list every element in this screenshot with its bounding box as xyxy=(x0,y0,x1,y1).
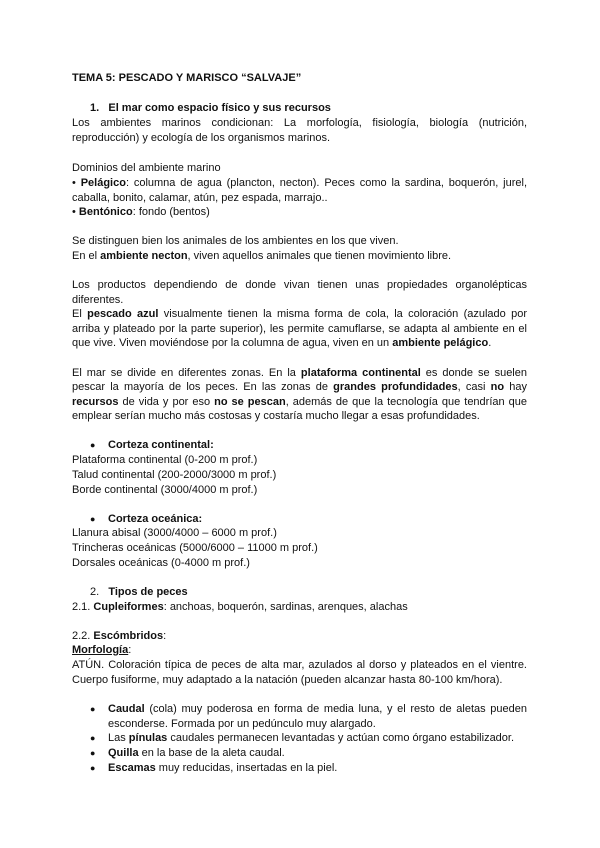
document-title: TEMA 5: PESCADO Y MARISCO “SALVAJE” xyxy=(72,72,302,84)
list-item: Borde continental (3000/4000 m prof.) xyxy=(72,484,258,496)
section-2-heading: 2. Tipos de peces xyxy=(90,586,188,598)
dominios-title: Dominios del ambiente marino xyxy=(72,162,221,174)
pelagico-line-2: caballa, bonito, calamar, atún, pez espada, marrajo.. xyxy=(72,192,328,204)
pelagico-line: • Pelágico: columna de agua (plancton, necton). Peces como la sardina, boquerón, jurel, xyxy=(72,177,528,189)
bullet-icon: ● xyxy=(90,733,96,743)
list-item: Plataforma continental (0-200 m prof.) xyxy=(72,454,258,466)
paragraph-line: Los ambientes marinos condicionan: La morfología, fisiología, biología (nutrición, xyxy=(72,117,527,129)
list-item: Talud continental (200-2000/3000 m prof.) xyxy=(72,469,277,481)
paragraph-line: arriba y plateado por la parte superior), les permite camuflarse, se adapta al ambiente en el xyxy=(72,323,527,335)
list-item: Llanura abisal (3000/4000 – 6000 m prof.) xyxy=(72,527,277,539)
bullet-icon: ● xyxy=(90,704,96,714)
paragraph-line: En el ambiente necton, viven aquellos animales que tienen movimiento libre. xyxy=(72,250,452,262)
list-item-continuation: esconderse. Formada por un pedúnculo muy alargado. xyxy=(108,718,376,730)
corteza-continental-title: Corteza continental: xyxy=(108,439,214,451)
list-item: Trincheras oceánicas (5000/6000 – 11000 m prof.) xyxy=(72,542,318,554)
bullet-icon: ● xyxy=(90,763,96,773)
paragraph-line: emplear serían mucho más costosas y costaría mucho llegar a esas profundidades. xyxy=(72,410,480,422)
list-item: Escamas muy reducidas, insertadas en la piel. xyxy=(108,762,338,774)
paragraph-line: Los productos dependiendo de donde vivan tienen unas propiedades organolépticas xyxy=(72,279,527,291)
subsection-2-2: 2.2. Escómbridos: xyxy=(72,630,167,642)
paragraph-line: recursos de vida y por eso no se pescan, además de que la tecnología que tendrían que xyxy=(72,396,527,408)
paragraph-line: diferentes. xyxy=(72,294,124,306)
list-item: Dorsales oceánicas (0-4000 m prof.) xyxy=(72,557,250,569)
list-item: Las pínulas caudales permanecen levantadas y actúan como órgano estabilizador. xyxy=(108,732,515,744)
bentonico-line: • Bentónico: fondo (bentos) xyxy=(72,206,210,218)
bullet-icon: ● xyxy=(90,514,96,524)
paragraph-line: que vive. Viven moviéndose por la columna de agua, viven en un ambiente pelágico. xyxy=(72,337,492,349)
paragraph-line: El mar se divide en diferentes zonas. En la plataforma continental es donde se suelen xyxy=(72,367,527,379)
bullet-icon: ● xyxy=(90,748,96,758)
morfologia-heading: Morfología: xyxy=(72,644,132,656)
bullet-icon: ● xyxy=(90,440,96,450)
paragraph-line: El pescado azul visualmente tienen la misma forma de cola, la coloración (azulado por xyxy=(72,308,527,320)
list-item: Caudal (cola) muy poderosa en forma de media luna, y el resto de aletas pueden xyxy=(108,703,527,715)
paragraph-line: pescar la mayoría de los peces. En las zonas de grandes profundidades, casi no hay xyxy=(72,381,527,393)
corteza-oceanica-title: Corteza oceánica: xyxy=(108,513,203,525)
paragraph-line: ATÚN. Coloración típica de peces de alta mar, azulados al dorso y plateados en el vientre. xyxy=(72,659,527,671)
section-1-heading: 1. El mar como espacio físico y sus recursos xyxy=(90,102,331,114)
paragraph-line: Se distinguen bien los animales de los ambientes en los que viven. xyxy=(72,235,399,247)
paragraph-line: Cuerpo fusiforme, muy adaptado a la natación (pueden alcanzar hasta 80-100 km/hora). xyxy=(72,674,503,686)
list-item: Quilla en la base de la aleta caudal. xyxy=(108,747,285,759)
subsection-2-1: 2.1. Cupleiformes: anchoas, boquerón, sardinas, arenques, alachas xyxy=(72,601,408,613)
paragraph-line: reproducción) y ecología de los organismos marinos. xyxy=(72,132,331,144)
